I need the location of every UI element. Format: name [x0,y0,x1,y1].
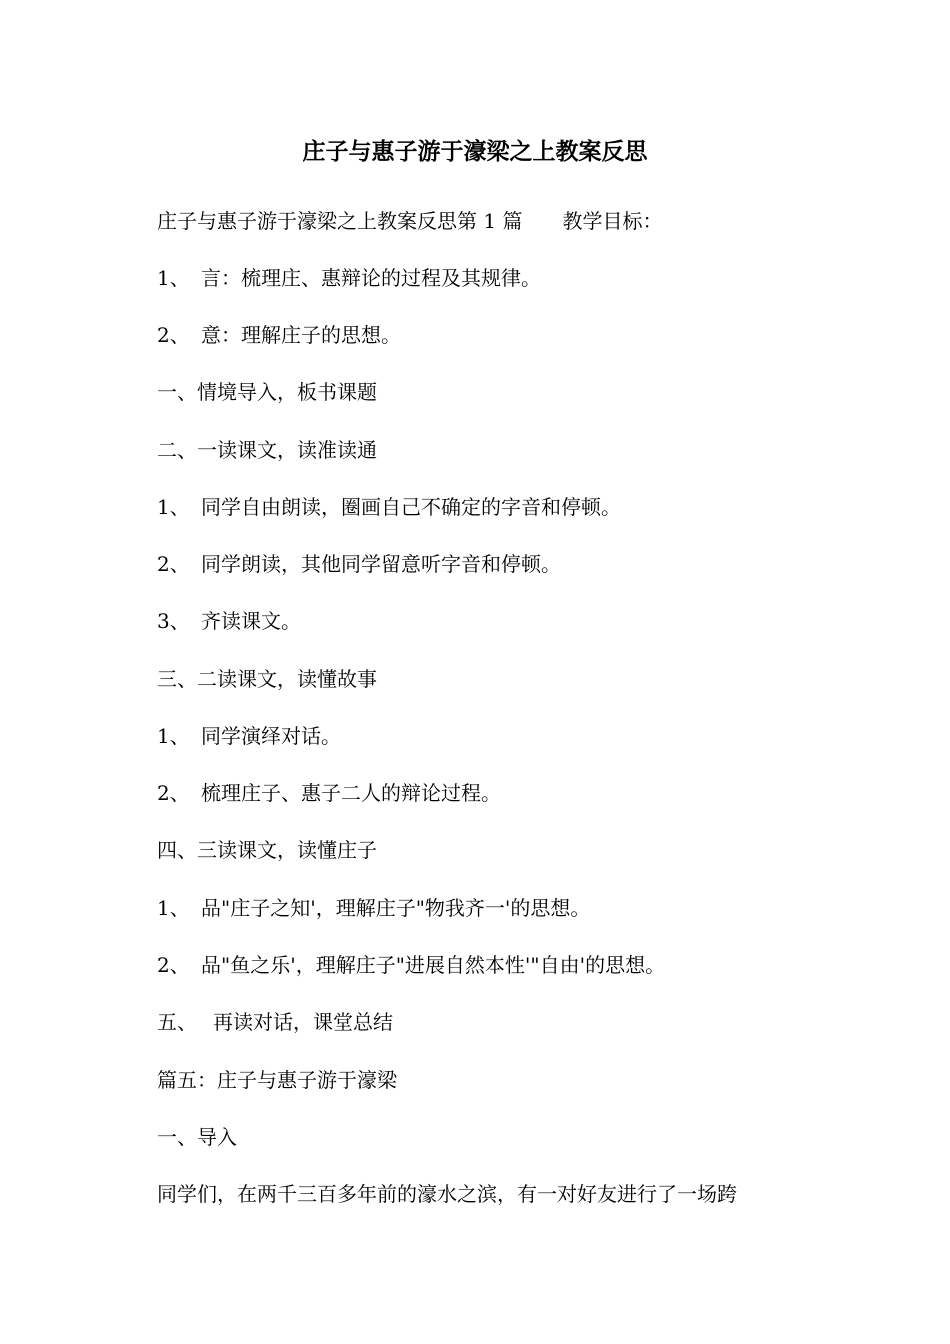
goal-number: 1、 [157,266,190,290]
goals-label: 教学目标： [562,209,663,233]
item-number: 2、 [157,552,190,576]
intro-line [157,207,662,235]
goal-item [157,264,541,292]
item-number: 1、 [157,896,190,920]
item-text: 品"庄子之知'，理解庄子"物我齐一'的思想。 [201,896,591,920]
section-number: 五、 [157,1010,197,1034]
goal-text: 意：理解庄子的思想。 [201,323,401,347]
section-heading [157,1008,393,1036]
paragraph: 同学们，在两千三百多年前的濠水之滨，有一对好友进行了一场跨 [157,1182,737,1206]
part-title: 篇五：庄子与惠子游于濠梁 [157,1068,397,1092]
list-item [157,951,665,979]
item-text: 品"鱼之乐'，理解庄子"进展自然本性'"自由'的思想。 [201,953,666,977]
section-heading: 二、一读课文，读准读通 [157,438,377,462]
item-number: 1、 [157,495,190,519]
list-item [157,722,341,750]
list-item [157,607,301,635]
item-text: 梳理庄子、惠子二人的辩论过程。 [201,781,501,805]
item-text: 齐读课文。 [201,609,301,633]
item-text: 同学自由朗读，圈画自己不确定的字音和停顿。 [201,495,621,519]
item-text: 同学演绎对话。 [201,724,341,748]
document-title: 庄子与惠子游于濠梁之上教案反思 [302,138,648,165]
goal-number: 2、 [157,323,190,347]
intro-heading: 庄子与惠子游于濠梁之上教案反思第 1 篇 [157,209,523,233]
section-text: 再读对话，课堂总结 [213,1010,393,1034]
list-item [157,550,561,578]
item-number: 1、 [157,724,190,748]
section-heading: 四、三读课文，读懂庄子 [157,838,377,862]
section-heading: 三、二读课文，读懂故事 [157,667,377,691]
item-number: 2、 [157,953,190,977]
section-heading: 一、情境导入，板书课题 [157,380,377,404]
item-number: 2、 [157,781,190,805]
list-item [157,493,621,521]
goal-text: 言：梳理庄、惠辩论的过程及其规律。 [201,266,541,290]
item-text: 同学朗读，其他同学留意听字音和停顿。 [201,552,561,576]
list-item [157,894,590,922]
section-heading: 一、导入 [157,1125,237,1149]
goal-item [157,321,401,349]
item-number: 3、 [157,609,190,633]
list-item [157,779,501,807]
